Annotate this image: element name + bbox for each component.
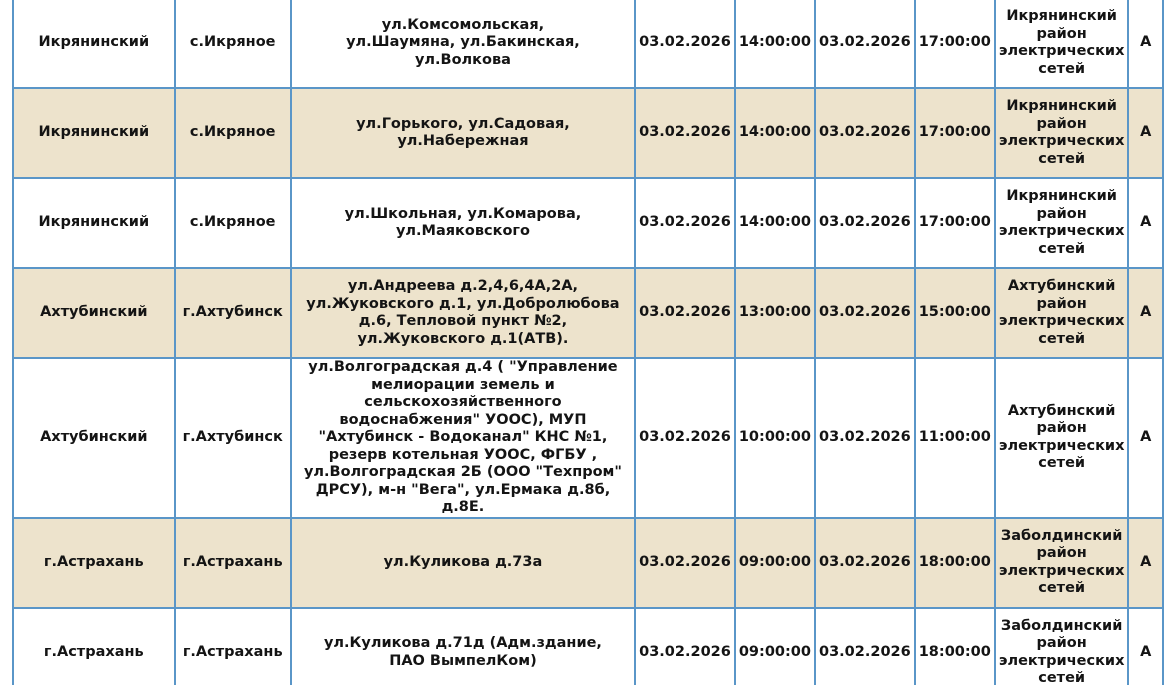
locality-cell: г.Астрахань — [175, 518, 291, 608]
start-date-cell: 03.02.2026 — [635, 178, 735, 268]
start-date-cell: 03.02.2026 — [635, 268, 735, 358]
network-cell: Икрянинский район электрических сетей — [995, 178, 1129, 268]
locality-cell: с.Икряное — [175, 0, 291, 88]
end-time-cell: 11:00:00 — [915, 358, 995, 518]
end-date-cell: 03.02.2026 — [815, 358, 915, 518]
start-time-cell: 10:00:00 — [735, 358, 815, 518]
streets-cell: ул.Горького, ул.Садовая, ул.Набережная — [291, 88, 635, 178]
network-cell: Ахтубинский район электрических сетей — [995, 358, 1129, 518]
extra-cell: А — [1128, 518, 1163, 608]
end-time-cell: 18:00:00 — [915, 518, 995, 608]
end-time-cell: 17:00:00 — [915, 0, 995, 88]
district-cell: г.Астрахань — [13, 518, 175, 608]
district-cell: Ахтубинский — [13, 358, 175, 518]
locality-cell: г.Ахтубинск — [175, 268, 291, 358]
network-cell: Икрянинский район электрических сетей — [995, 88, 1129, 178]
end-time-cell: 15:00:00 — [915, 268, 995, 358]
streets-cell: ул.Школьная, ул.Комарова, ул.Маяковского — [291, 178, 635, 268]
streets-cell: ул.Куликова д.73а — [291, 518, 635, 608]
network-cell: Заболдинский район электрических сетей — [995, 608, 1129, 685]
end-time-cell: 17:00:00 — [915, 178, 995, 268]
streets-cell: ул.Комсомольская, ул.Шаумяна, ул.Бакинская, ул.Волкова — [291, 0, 635, 88]
start-time-cell: 09:00:00 — [735, 608, 815, 685]
streets-cell: ул.Андреева д.2,4,6,4А,2А, ул.Жуковского д.1, ул.Добролюбова д.6, Тепловой пункт №2, ул.Жуковского д.1(АТВ). — [291, 268, 635, 358]
end-date-cell: 03.02.2026 — [815, 518, 915, 608]
table-row — [13, 518, 1163, 608]
network-cell: Заболдинский район электрических сетей — [995, 518, 1129, 608]
start-date-cell: 03.02.2026 — [635, 0, 735, 88]
network-cell: Ахтубинский район электрических сетей — [995, 268, 1129, 358]
locality-cell: г.Ахтубинск — [175, 358, 291, 518]
table-row — [13, 178, 1163, 268]
extra-cell: А — [1128, 178, 1163, 268]
extra-cell: А — [1128, 608, 1163, 685]
outage-table — [12, 0, 1164, 685]
locality-cell: г.Астрахань — [175, 608, 291, 685]
locality-cell: с.Икряное — [175, 178, 291, 268]
network-cell: Икрянинский район электрических сетей — [995, 0, 1129, 88]
end-date-cell: 03.02.2026 — [815, 268, 915, 358]
end-date-cell: 03.02.2026 — [815, 178, 915, 268]
start-date-cell: 03.02.2026 — [635, 88, 735, 178]
start-time-cell: 14:00:00 — [735, 88, 815, 178]
district-cell: Икрянинский — [13, 0, 175, 88]
district-cell: г.Астрахань — [13, 608, 175, 685]
extra-cell: А — [1128, 0, 1163, 88]
start-date-cell: 03.02.2026 — [635, 608, 735, 685]
extra-cell: А — [1128, 268, 1163, 358]
start-time-cell: 09:00:00 — [735, 518, 815, 608]
end-date-cell: 03.02.2026 — [815, 608, 915, 685]
start-date-cell: 03.02.2026 — [635, 518, 735, 608]
table-row — [13, 0, 1163, 88]
district-cell: Икрянинский — [13, 178, 175, 268]
extra-cell: А — [1128, 358, 1163, 518]
end-time-cell: 18:00:00 — [915, 608, 995, 685]
end-time-cell: 17:00:00 — [915, 88, 995, 178]
start-time-cell: 14:00:00 — [735, 0, 815, 88]
start-date-cell: 03.02.2026 — [635, 358, 735, 518]
district-cell: Ахтубинский — [13, 268, 175, 358]
streets-cell: ул.Куликова д.71д (Адм.здание, ПАО ВымпелКом) — [291, 608, 635, 685]
table-row — [13, 358, 1163, 518]
start-time-cell: 13:00:00 — [735, 268, 815, 358]
table-row — [13, 608, 1163, 685]
outage-table-body — [13, 0, 1163, 685]
table-row — [13, 268, 1163, 358]
table-row — [13, 88, 1163, 178]
end-date-cell: 03.02.2026 — [815, 0, 915, 88]
start-time-cell: 14:00:00 — [735, 178, 815, 268]
locality-cell: с.Икряное — [175, 88, 291, 178]
end-date-cell: 03.02.2026 — [815, 88, 915, 178]
district-cell: Икрянинский — [13, 88, 175, 178]
streets-cell: ул.Волгоградская д.4 ( "Управление мелиорации земель и сельскохозяйственного водоснабжения" УООС), МУП "Ахтубинск - Водоканал" КНС №1, резерв котельная УООС, ФГБУ , ул.Волгоградская 2Б (ООО "Техпром" ДРСУ), м-н "Вега", ул.Ермака д.8б, д.8Е. — [291, 358, 635, 518]
extra-cell: А — [1128, 88, 1163, 178]
